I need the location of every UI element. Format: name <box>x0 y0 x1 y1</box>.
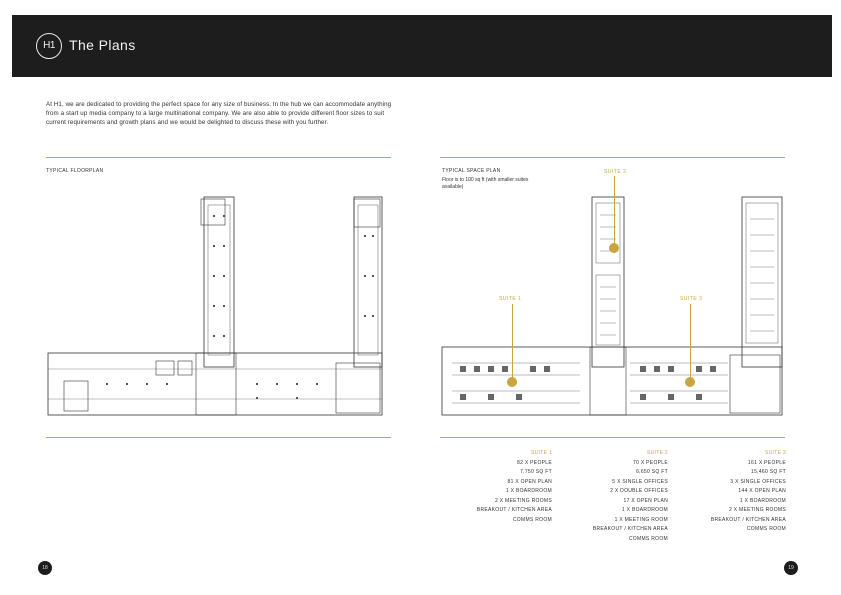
divider-left-bottom <box>46 437 391 438</box>
suite3-line: 2 X MEETING ROOMS <box>728 507 786 513</box>
suite2-line: 6,650 SQ FT <box>636 469 668 475</box>
suite3-line: 3 X SINGLE OFFICES <box>730 478 786 485</box>
typical-space-plan <box>440 195 785 423</box>
divider-left-top <box>46 157 391 158</box>
suite1-line: BREAKOUT / KITCHEN AREA <box>476 507 552 513</box>
suite1-details <box>448 449 552 525</box>
plan-suite3-marker <box>685 377 695 387</box>
plan-suite2-label: SUITE 2 <box>604 169 627 175</box>
suite2-line: 1 X BOARDROOM <box>621 507 668 513</box>
right-plan-subcaption: Floor is to 100 sq ft (with smaller suites available) <box>442 177 529 190</box>
suite3-details <box>682 449 786 535</box>
suite1-line: 81 X OPEN PLAN <box>507 478 552 485</box>
suite2-line: 17 X OPEN PLAN <box>623 497 668 504</box>
suite2-line: 1 X MEETING ROOM <box>614 516 668 523</box>
suite2-details <box>560 449 668 544</box>
plan-suite1-label: SUITE 1 <box>499 296 522 302</box>
page-number-right: 19 <box>784 561 798 575</box>
suite2-line: 70 X PEOPLE <box>633 459 668 466</box>
suite3-line: 15,460 SQ FT <box>750 469 786 475</box>
suite1-line: 1 X BOARDROOM <box>505 488 552 494</box>
divider-right-bottom <box>440 437 785 438</box>
suite3-heading: SUITE 3 <box>765 450 786 456</box>
suite3-line: BREAKOUT / KITCHEN AREA <box>710 516 786 523</box>
plan-suite3-stem <box>690 304 691 380</box>
h1-logo: H1 <box>36 33 62 59</box>
suite3-line: COMMS ROOM <box>746 526 786 532</box>
page-title: The Plans <box>69 37 136 53</box>
plan-suite1-marker <box>507 377 517 387</box>
suite1-line: 2 X MEETING ROOMS <box>494 497 552 504</box>
page-number-left: 18 <box>38 561 52 575</box>
plan-suite1-stem <box>512 304 513 380</box>
suite2-line: COMMS ROOM <box>628 535 668 542</box>
suite3-line: 1 X BOARDROOM <box>739 497 786 504</box>
suite1-heading: SUITE 1 <box>531 450 552 456</box>
divider-right-top <box>440 157 785 158</box>
intro-paragraph: At H1, we are dedicated to providing the perfect space for any size of business. In the hub we can accommodate anything from a start up media company to a large multinational company. We are also able to provide different floor sizes to suit current requirements and growth plans and we would be delighted to discuss these with you further. <box>46 101 392 126</box>
suite2-heading: SUITE 2 <box>647 450 668 456</box>
plan-suite3-label: SUITE 3 <box>680 296 703 302</box>
suite1-line: 82 X PEOPLE <box>517 459 552 466</box>
header-band <box>12 15 832 77</box>
suite3-line: 144 X OPEN PLAN <box>738 488 786 494</box>
suite2-line: 2 X DOUBLE OFFICES <box>610 488 668 494</box>
left-plan-caption: TYPICAL FLOORPLAN <box>46 168 104 174</box>
suite1-line: 7,750 SQ FT <box>520 469 552 475</box>
suite3-line: 161 X PEOPLE <box>747 459 786 466</box>
suite2-line: BREAKOUT / KITCHEN AREA <box>592 526 668 532</box>
plan-suite2-stem <box>614 176 615 246</box>
plan-suite2-marker <box>609 243 619 253</box>
right-plan-caption: TYPICAL SPACE PLAN <box>442 168 501 174</box>
suite2-line: 5 X SINGLE OFFICES <box>612 478 668 485</box>
suite1-line: COMMS ROOM <box>512 516 552 523</box>
typical-floorplan <box>46 195 386 423</box>
